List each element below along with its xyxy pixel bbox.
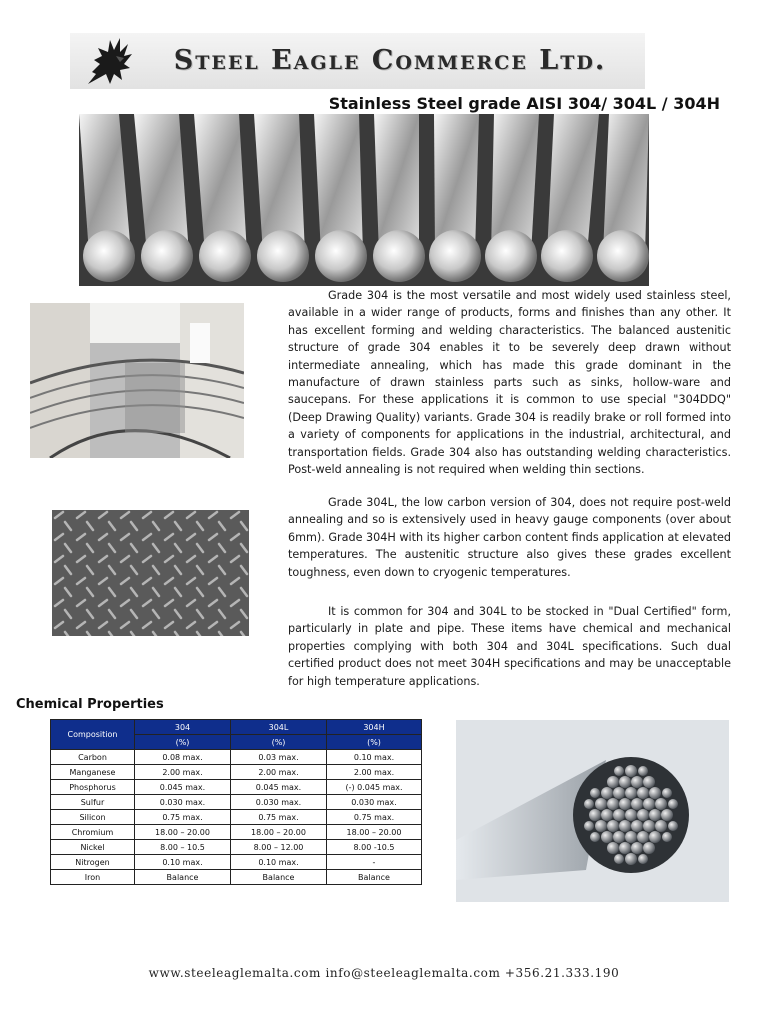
table-row bbox=[51, 750, 422, 765]
chemical-properties-heading: Chemical Properties bbox=[16, 697, 164, 712]
table-cell: Balance bbox=[231, 870, 327, 885]
wire-rope-image bbox=[456, 720, 729, 902]
element-name: Phosphorus bbox=[51, 780, 135, 795]
table-cell: 0.045 max. bbox=[135, 780, 231, 795]
element-name: Carbon bbox=[51, 750, 135, 765]
element-name: Nickel bbox=[51, 840, 135, 855]
unit-header: (%) bbox=[327, 735, 422, 750]
table-cell: 0.10 max. bbox=[327, 750, 422, 765]
table-cell: Balance bbox=[135, 870, 231, 885]
table-cell: 8.00 -10.5 bbox=[327, 840, 422, 855]
footer-contact: www.steeleaglemalta.com info@steeleaglemalta.com +356.21.333.190 bbox=[148, 966, 620, 980]
table-cell: Balance bbox=[327, 870, 422, 885]
element-name: Silicon bbox=[51, 810, 135, 825]
table-cell: 0.75 max. bbox=[327, 810, 422, 825]
page-title: Stainless Steel grade AISI 304/ 304L / 304H bbox=[328, 94, 720, 113]
table-row bbox=[51, 840, 422, 855]
composition-header: Composition bbox=[51, 720, 135, 750]
table-cell: 18.00 – 20.00 bbox=[327, 825, 422, 840]
element-name: Sulfur bbox=[51, 795, 135, 810]
element-name: Manganese bbox=[51, 765, 135, 780]
grade-header-304h: 304H bbox=[327, 720, 422, 735]
table-cell: 0.75 max. bbox=[231, 810, 327, 825]
checker-plate-image bbox=[52, 510, 249, 636]
table-row bbox=[51, 825, 422, 840]
table-cell: 8.00 – 10.5 bbox=[135, 840, 231, 855]
table-cell: 18.00 – 20.00 bbox=[231, 825, 327, 840]
table-cell: 0.030 max. bbox=[327, 795, 422, 810]
table-cell: 0.75 max. bbox=[135, 810, 231, 825]
unit-header: (%) bbox=[135, 735, 231, 750]
logo-banner bbox=[70, 33, 645, 89]
intro-paragraph-text: Grade 304 is the most versatile and most widely used stainless steel, available in a wider range of products, forms and finishes than any other. It has excellent forming and welding characteristics. The balanced austenitic structure of grade 304 enables it to be severely deep drawn without intermediate annealing, which has made this grade dominant in the manufacture of drawn stainless parts such as sinks, hollow-ware and saucepans. For these applications it is common to use special "304DDQ" (Deep Drawing Quality) variants. Grade 304 is readily brake or roll formed into a variety of components for applications in the industrial, architectural, and transportation fields. Grade 304 also has outstanding welding characteristics. Post-weld annealing is not required when welding thin sections. bbox=[288, 289, 731, 477]
table-cell: 0.030 max. bbox=[231, 795, 327, 810]
grade-304l-paragraph: Grade 304L, the low carbon version of 304, does not require post-weld annealing and so is extensively used in heavy gauge components (over about 6mm). Grade 304H with its higher carbon content finds application at elevated temperatures. The austenitic structure also gives these grades excellent toughness, even down to cryogenic temperatures. bbox=[288, 496, 731, 579]
unit-header: (%) bbox=[231, 735, 327, 750]
table-cell: 0.03 max. bbox=[231, 750, 327, 765]
table-cell: (-) 0.045 max. bbox=[327, 780, 422, 795]
staircase-railing-image bbox=[30, 303, 244, 458]
table-row bbox=[51, 780, 422, 795]
eagle-icon bbox=[80, 34, 140, 88]
table-cell: 0.08 max. bbox=[135, 750, 231, 765]
table-cell: 2.00 max. bbox=[135, 765, 231, 780]
intro-paragraph bbox=[288, 287, 731, 478]
table-row bbox=[51, 795, 422, 810]
element-name: Chromium bbox=[51, 825, 135, 840]
grade-header-304l: 304L bbox=[231, 720, 327, 735]
element-name: Iron bbox=[51, 870, 135, 885]
table-cell: 2.00 max. bbox=[327, 765, 422, 780]
table-row bbox=[51, 855, 422, 870]
table-cell: - bbox=[327, 855, 422, 870]
table-cell: 2.00 max. bbox=[231, 765, 327, 780]
element-name: Nitrogen bbox=[51, 855, 135, 870]
table-row bbox=[51, 870, 422, 885]
table-row bbox=[51, 810, 422, 825]
table-cell: 0.045 max. bbox=[231, 780, 327, 795]
table-row bbox=[51, 765, 422, 780]
grade-header-304: 304 bbox=[135, 720, 231, 735]
table-cell: 8.00 – 12.00 bbox=[231, 840, 327, 855]
table-cell: 0.10 max. bbox=[135, 855, 231, 870]
steel-rods-image bbox=[79, 114, 649, 286]
chemical-properties-table bbox=[50, 719, 422, 885]
table-cell: 18.00 – 20.00 bbox=[135, 825, 231, 840]
table-cell: 0.030 max. bbox=[135, 795, 231, 810]
table-cell: 0.10 max. bbox=[231, 855, 327, 870]
dual-certified-paragraph: It is common for 304 and 304L to be stocked in "Dual Certified" form, particularly in plate and pipe. These items have chemical and mechanical properties complying with both 304 and 304L specifications. Such dual certified product does not meet 304H specifications and may be unacceptable for high temperature applications. bbox=[288, 605, 731, 688]
company-name: Steel Eagle Commerce Ltd. bbox=[173, 45, 607, 76]
